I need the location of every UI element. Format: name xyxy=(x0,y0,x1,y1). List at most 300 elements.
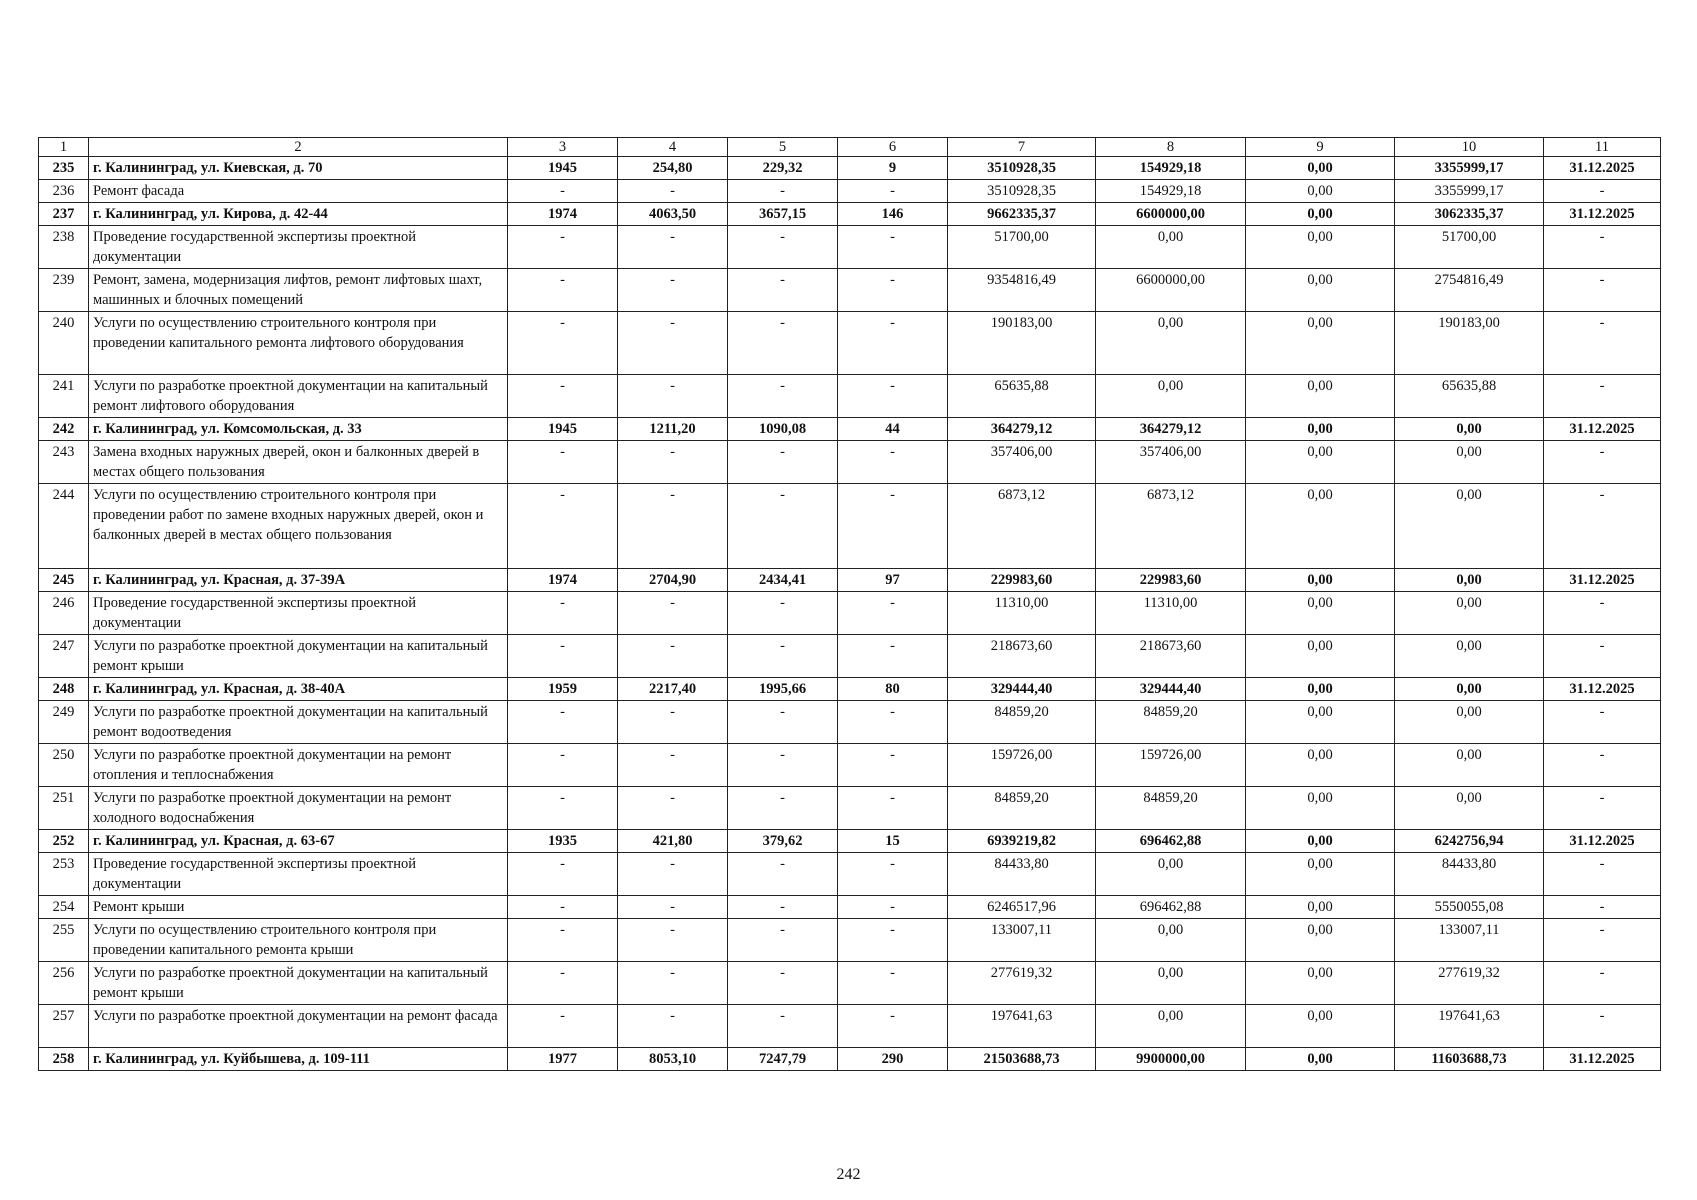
total-cost: 3510928,35 xyxy=(948,180,1096,203)
owner-funds: 0,00 xyxy=(1395,418,1544,441)
total-cost: 277619,32 xyxy=(948,962,1096,1005)
living-area: 3657,15 xyxy=(728,203,838,226)
total-cost: 65635,88 xyxy=(948,375,1096,418)
work-row xyxy=(39,896,1661,919)
work-description: Ремонт крыши xyxy=(89,896,508,919)
living-area: - xyxy=(728,180,838,203)
residents-count: 15 xyxy=(838,830,948,853)
row-number: 249 xyxy=(39,701,89,744)
completion-date: - xyxy=(1544,787,1661,830)
residents-count: - xyxy=(838,896,948,919)
fund-amount: 0,00 xyxy=(1096,853,1246,896)
row-number: 235 xyxy=(39,157,89,180)
year-built: - xyxy=(508,744,618,787)
total-area: 2217,40 xyxy=(618,678,728,701)
budget-amount: 0,00 xyxy=(1246,962,1395,1005)
total-area: 2704,90 xyxy=(618,569,728,592)
work-row xyxy=(39,1005,1661,1048)
work-row xyxy=(39,853,1661,896)
total-cost: 190183,00 xyxy=(948,312,1096,375)
living-area: - xyxy=(728,441,838,484)
year-built: - xyxy=(508,853,618,896)
residents-count: - xyxy=(838,441,948,484)
year-built: 1959 xyxy=(508,678,618,701)
row-number: 257 xyxy=(39,1005,89,1048)
work-description: г. Калининград, ул. Комсомольская, д. 33 xyxy=(89,418,508,441)
work-row xyxy=(39,441,1661,484)
year-built: 1945 xyxy=(508,157,618,180)
completion-date: 31.12.2025 xyxy=(1544,1048,1661,1071)
work-description: Услуги по разработке проектной документации на капитальный ремонт крыши xyxy=(89,962,508,1005)
row-number: 247 xyxy=(39,635,89,678)
owner-funds: 0,00 xyxy=(1395,744,1544,787)
work-row xyxy=(39,787,1661,830)
year-built: - xyxy=(508,226,618,269)
budget-amount: 0,00 xyxy=(1246,896,1395,919)
address-row xyxy=(39,830,1661,853)
total-area: 254,80 xyxy=(618,157,728,180)
budget-amount: 0,00 xyxy=(1246,269,1395,312)
total-area: - xyxy=(618,701,728,744)
work-row xyxy=(39,312,1661,375)
work-description: г. Калининград, ул. Кирова, д. 42-44 xyxy=(89,203,508,226)
total-area: - xyxy=(618,635,728,678)
work-row xyxy=(39,180,1661,203)
owner-funds: 3062335,37 xyxy=(1395,203,1544,226)
address-row xyxy=(39,678,1661,701)
completion-date: - xyxy=(1544,853,1661,896)
row-number: 255 xyxy=(39,919,89,962)
work-description: Услуги по разработке проектной документации на капитальный ремонт водоотведения xyxy=(89,701,508,744)
budget-amount: 0,00 xyxy=(1246,744,1395,787)
completion-date: - xyxy=(1544,744,1661,787)
work-description: Услуги по разработке проектной документации на ремонт фасада xyxy=(89,1005,508,1048)
row-number: 236 xyxy=(39,180,89,203)
living-area: - xyxy=(728,853,838,896)
work-description: Проведение государственной экспертизы проектной документации xyxy=(89,853,508,896)
completion-date: 31.12.2025 xyxy=(1544,157,1661,180)
work-row xyxy=(39,962,1661,1005)
living-area: 7247,79 xyxy=(728,1048,838,1071)
residents-count: 97 xyxy=(838,569,948,592)
residents-count: - xyxy=(838,1005,948,1048)
living-area: - xyxy=(728,1005,838,1048)
fund-amount: 159726,00 xyxy=(1096,744,1246,787)
row-number: 256 xyxy=(39,962,89,1005)
budget-amount: 0,00 xyxy=(1246,701,1395,744)
total-area: - xyxy=(618,919,728,962)
work-description: Услуги по разработке проектной документации на капитальный ремонт крыши xyxy=(89,635,508,678)
living-area: 2434,41 xyxy=(728,569,838,592)
year-built: - xyxy=(508,919,618,962)
year-built: - xyxy=(508,896,618,919)
column-header: 9 xyxy=(1246,138,1395,157)
fund-amount: 0,00 xyxy=(1096,312,1246,375)
residents-count: - xyxy=(838,962,948,1005)
owner-funds: 133007,11 xyxy=(1395,919,1544,962)
work-description: Услуги по осуществлению строительного контроля при проведении капитального ремонта лифтового оборудования xyxy=(89,312,508,375)
row-number: 254 xyxy=(39,896,89,919)
budget-amount: 0,00 xyxy=(1246,203,1395,226)
row-number: 241 xyxy=(39,375,89,418)
residents-count: - xyxy=(838,701,948,744)
total-area: 421,80 xyxy=(618,830,728,853)
total-area: - xyxy=(618,375,728,418)
total-cost: 6246517,96 xyxy=(948,896,1096,919)
row-number: 250 xyxy=(39,744,89,787)
owner-funds: 3355999,17 xyxy=(1395,180,1544,203)
row-number: 239 xyxy=(39,269,89,312)
total-cost: 197641,63 xyxy=(948,1005,1096,1048)
residents-count: 44 xyxy=(838,418,948,441)
work-row xyxy=(39,269,1661,312)
total-cost: 84859,20 xyxy=(948,701,1096,744)
column-header: 7 xyxy=(948,138,1096,157)
owner-funds: 2754816,49 xyxy=(1395,269,1544,312)
row-number: 246 xyxy=(39,592,89,635)
residents-count: 146 xyxy=(838,203,948,226)
work-description: Услуги по осуществлению строительного контроля при проведении работ по замене входных наружных дверей, окон и балконных дверей в местах общего пользования xyxy=(89,484,508,569)
work-row xyxy=(39,919,1661,962)
year-built: 1974 xyxy=(508,203,618,226)
total-cost: 364279,12 xyxy=(948,418,1096,441)
residents-count: 80 xyxy=(838,678,948,701)
living-area: - xyxy=(728,592,838,635)
living-area: - xyxy=(728,962,838,1005)
work-description: Ремонт, замена, модернизация лифтов, ремонт лифтовых шахт, машинных и блочных помещений xyxy=(89,269,508,312)
total-cost: 329444,40 xyxy=(948,678,1096,701)
total-cost: 84433,80 xyxy=(948,853,1096,896)
fund-amount: 364279,12 xyxy=(1096,418,1246,441)
budget-amount: 0,00 xyxy=(1246,919,1395,962)
fund-amount: 0,00 xyxy=(1096,226,1246,269)
column-number-row xyxy=(39,138,1661,157)
completion-date: - xyxy=(1544,919,1661,962)
year-built: - xyxy=(508,312,618,375)
residents-count: - xyxy=(838,919,948,962)
budget-amount: 0,00 xyxy=(1246,569,1395,592)
fund-amount: 84859,20 xyxy=(1096,701,1246,744)
work-description: Услуги по осуществлению строительного контроля при проведении капитального ремонта крыши xyxy=(89,919,508,962)
owner-funds: 5550055,08 xyxy=(1395,896,1544,919)
total-cost: 84859,20 xyxy=(948,787,1096,830)
year-built: - xyxy=(508,635,618,678)
completion-date: - xyxy=(1544,441,1661,484)
budget-amount: 0,00 xyxy=(1246,592,1395,635)
row-number: 253 xyxy=(39,853,89,896)
budget-amount: 0,00 xyxy=(1246,678,1395,701)
living-area: 229,32 xyxy=(728,157,838,180)
living-area: - xyxy=(728,269,838,312)
living-area: - xyxy=(728,635,838,678)
owner-funds: 0,00 xyxy=(1395,592,1544,635)
work-row xyxy=(39,484,1661,569)
column-header: 1 xyxy=(39,138,89,157)
living-area: - xyxy=(728,484,838,569)
budget-amount: 0,00 xyxy=(1246,418,1395,441)
row-number: 245 xyxy=(39,569,89,592)
address-row xyxy=(39,418,1661,441)
owner-funds: 65635,88 xyxy=(1395,375,1544,418)
completion-date: - xyxy=(1544,375,1661,418)
work-row xyxy=(39,701,1661,744)
address-row xyxy=(39,157,1661,180)
capital-repair-table xyxy=(38,137,1661,1071)
total-area: - xyxy=(618,269,728,312)
fund-amount: 11310,00 xyxy=(1096,592,1246,635)
residents-count: - xyxy=(838,226,948,269)
living-area: - xyxy=(728,896,838,919)
total-cost: 133007,11 xyxy=(948,919,1096,962)
owner-funds: 197641,63 xyxy=(1395,1005,1544,1048)
column-header: 5 xyxy=(728,138,838,157)
budget-amount: 0,00 xyxy=(1246,180,1395,203)
work-row xyxy=(39,744,1661,787)
owner-funds: 84433,80 xyxy=(1395,853,1544,896)
total-area: - xyxy=(618,853,728,896)
work-description: г. Калининград, ул. Красная, д. 37-39А xyxy=(89,569,508,592)
year-built: - xyxy=(508,375,618,418)
fund-amount: 218673,60 xyxy=(1096,635,1246,678)
address-row xyxy=(39,569,1661,592)
column-header: 3 xyxy=(508,138,618,157)
total-cost: 218673,60 xyxy=(948,635,1096,678)
owner-funds: 0,00 xyxy=(1395,441,1544,484)
work-description: Проведение государственной экспертизы проектной документации xyxy=(89,592,508,635)
column-header: 6 xyxy=(838,138,948,157)
living-area: - xyxy=(728,312,838,375)
total-cost: 3510928,35 xyxy=(948,157,1096,180)
residents-count: - xyxy=(838,635,948,678)
budget-amount: 0,00 xyxy=(1246,312,1395,375)
completion-date: - xyxy=(1544,269,1661,312)
fund-amount: 696462,88 xyxy=(1096,830,1246,853)
budget-amount: 0,00 xyxy=(1246,787,1395,830)
total-cost: 11310,00 xyxy=(948,592,1096,635)
work-description: Услуги по разработке проектной документации на капитальный ремонт лифтового оборудования xyxy=(89,375,508,418)
column-header: 2 xyxy=(89,138,508,157)
fund-amount: 357406,00 xyxy=(1096,441,1246,484)
budget-amount: 0,00 xyxy=(1246,1005,1395,1048)
year-built: - xyxy=(508,269,618,312)
year-built: - xyxy=(508,962,618,1005)
fund-amount: 6873,12 xyxy=(1096,484,1246,569)
table-body xyxy=(39,157,1661,1071)
owner-funds: 3355999,17 xyxy=(1395,157,1544,180)
owner-funds: 0,00 xyxy=(1395,635,1544,678)
work-description: г. Калининград, ул. Киевская, д. 70 xyxy=(89,157,508,180)
total-area: - xyxy=(618,441,728,484)
budget-amount: 0,00 xyxy=(1246,1048,1395,1071)
total-cost: 9354816,49 xyxy=(948,269,1096,312)
fund-amount: 154929,18 xyxy=(1096,157,1246,180)
work-description: Ремонт фасада xyxy=(89,180,508,203)
total-cost: 6873,12 xyxy=(948,484,1096,569)
row-number: 258 xyxy=(39,1048,89,1071)
budget-amount: 0,00 xyxy=(1246,830,1395,853)
completion-date: 31.12.2025 xyxy=(1544,418,1661,441)
completion-date: 31.12.2025 xyxy=(1544,569,1661,592)
completion-date: - xyxy=(1544,701,1661,744)
owner-funds: 0,00 xyxy=(1395,787,1544,830)
budget-amount: 0,00 xyxy=(1246,484,1395,569)
owner-funds: 0,00 xyxy=(1395,484,1544,569)
year-built: - xyxy=(508,484,618,569)
residents-count: - xyxy=(838,744,948,787)
budget-amount: 0,00 xyxy=(1246,375,1395,418)
fund-amount: 154929,18 xyxy=(1096,180,1246,203)
total-area: - xyxy=(618,744,728,787)
total-area: - xyxy=(618,1005,728,1048)
completion-date: 31.12.2025 xyxy=(1544,203,1661,226)
living-area: 1995,66 xyxy=(728,678,838,701)
year-built: - xyxy=(508,1005,618,1048)
owner-funds: 277619,32 xyxy=(1395,962,1544,1005)
total-cost: 6939219,82 xyxy=(948,830,1096,853)
total-area: - xyxy=(618,312,728,375)
year-built: 1945 xyxy=(508,418,618,441)
fund-amount: 0,00 xyxy=(1096,962,1246,1005)
completion-date: - xyxy=(1544,962,1661,1005)
column-header: 11 xyxy=(1544,138,1661,157)
year-built: 1974 xyxy=(508,569,618,592)
column-header: 4 xyxy=(618,138,728,157)
residents-count: - xyxy=(838,592,948,635)
budget-amount: 0,00 xyxy=(1246,635,1395,678)
living-area: - xyxy=(728,226,838,269)
fund-amount: 0,00 xyxy=(1096,1005,1246,1048)
work-description: г. Калининград, ул. Красная, д. 63-67 xyxy=(89,830,508,853)
residents-count: - xyxy=(838,375,948,418)
owner-funds: 11603688,73 xyxy=(1395,1048,1544,1071)
work-row xyxy=(39,375,1661,418)
total-cost: 229983,60 xyxy=(948,569,1096,592)
completion-date: - xyxy=(1544,312,1661,375)
owner-funds: 0,00 xyxy=(1395,678,1544,701)
total-area: - xyxy=(618,180,728,203)
residents-count: - xyxy=(838,853,948,896)
completion-date: - xyxy=(1544,592,1661,635)
total-area: - xyxy=(618,592,728,635)
work-row xyxy=(39,226,1661,269)
total-cost: 51700,00 xyxy=(948,226,1096,269)
year-built: 1935 xyxy=(508,830,618,853)
living-area: 379,62 xyxy=(728,830,838,853)
completion-date: 31.12.2025 xyxy=(1544,678,1661,701)
work-row xyxy=(39,592,1661,635)
total-area: - xyxy=(618,896,728,919)
fund-amount: 84859,20 xyxy=(1096,787,1246,830)
row-number: 244 xyxy=(39,484,89,569)
work-row xyxy=(39,635,1661,678)
fund-amount: 6600000,00 xyxy=(1096,269,1246,312)
total-cost: 357406,00 xyxy=(948,441,1096,484)
total-area: 1211,20 xyxy=(618,418,728,441)
living-area: - xyxy=(728,744,838,787)
row-number: 240 xyxy=(39,312,89,375)
residents-count: - xyxy=(838,484,948,569)
year-built: - xyxy=(508,592,618,635)
budget-amount: 0,00 xyxy=(1246,157,1395,180)
work-description: Услуги по разработке проектной документации на ремонт холодного водоснабжения xyxy=(89,787,508,830)
budget-amount: 0,00 xyxy=(1246,853,1395,896)
living-area: - xyxy=(728,919,838,962)
column-header: 10 xyxy=(1395,138,1544,157)
row-number: 248 xyxy=(39,678,89,701)
total-cost: 9662335,37 xyxy=(948,203,1096,226)
total-area: 4063,50 xyxy=(618,203,728,226)
row-number: 251 xyxy=(39,787,89,830)
owner-funds: 0,00 xyxy=(1395,569,1544,592)
fund-amount: 0,00 xyxy=(1096,919,1246,962)
living-area: 1090,08 xyxy=(728,418,838,441)
total-area: - xyxy=(618,962,728,1005)
total-cost: 21503688,73 xyxy=(948,1048,1096,1071)
year-built: - xyxy=(508,787,618,830)
total-area: - xyxy=(618,484,728,569)
column-header: 8 xyxy=(1096,138,1246,157)
completion-date: - xyxy=(1544,226,1661,269)
completion-date: - xyxy=(1544,896,1661,919)
owner-funds: 51700,00 xyxy=(1395,226,1544,269)
residents-count: - xyxy=(838,787,948,830)
owner-funds: 190183,00 xyxy=(1395,312,1544,375)
year-built: 1977 xyxy=(508,1048,618,1071)
completion-date: - xyxy=(1544,484,1661,569)
living-area: - xyxy=(728,375,838,418)
total-area: - xyxy=(618,226,728,269)
fund-amount: 329444,40 xyxy=(1096,678,1246,701)
fund-amount: 229983,60 xyxy=(1096,569,1246,592)
row-number: 243 xyxy=(39,441,89,484)
total-area: - xyxy=(618,787,728,830)
total-cost: 159726,00 xyxy=(948,744,1096,787)
residents-count: 290 xyxy=(838,1048,948,1071)
completion-date: - xyxy=(1544,635,1661,678)
completion-date: - xyxy=(1544,180,1661,203)
owner-funds: 0,00 xyxy=(1395,701,1544,744)
budget-amount: 0,00 xyxy=(1246,441,1395,484)
row-number: 237 xyxy=(39,203,89,226)
year-built: - xyxy=(508,180,618,203)
row-number: 252 xyxy=(39,830,89,853)
year-built: - xyxy=(508,441,618,484)
year-built: - xyxy=(508,701,618,744)
work-description: г. Калининград, ул. Красная, д. 38-40А xyxy=(89,678,508,701)
residents-count: - xyxy=(838,180,948,203)
completion-date: 31.12.2025 xyxy=(1544,830,1661,853)
fund-amount: 0,00 xyxy=(1096,375,1246,418)
row-number: 242 xyxy=(39,418,89,441)
address-row xyxy=(39,1048,1661,1071)
living-area: - xyxy=(728,701,838,744)
row-number: 238 xyxy=(39,226,89,269)
fund-amount: 6600000,00 xyxy=(1096,203,1246,226)
budget-amount: 0,00 xyxy=(1246,226,1395,269)
fund-amount: 696462,88 xyxy=(1096,896,1246,919)
total-area: 8053,10 xyxy=(618,1048,728,1071)
residents-count: 9 xyxy=(838,157,948,180)
completion-date: - xyxy=(1544,1005,1661,1048)
work-description: Замена входных наружных дверей, окон и балконных дверей в местах общего пользования xyxy=(89,441,508,484)
page-number: 242 xyxy=(836,1166,861,1183)
work-description: Услуги по разработке проектной документации на ремонт отопления и теплоснабжения xyxy=(89,744,508,787)
work-description: г. Калининград, ул. Куйбышева, д. 109-111 xyxy=(89,1048,508,1071)
residents-count: - xyxy=(838,312,948,375)
work-description: Проведение государственной экспертизы проектной документации xyxy=(89,226,508,269)
fund-amount: 9900000,00 xyxy=(1096,1048,1246,1071)
address-row xyxy=(39,203,1661,226)
